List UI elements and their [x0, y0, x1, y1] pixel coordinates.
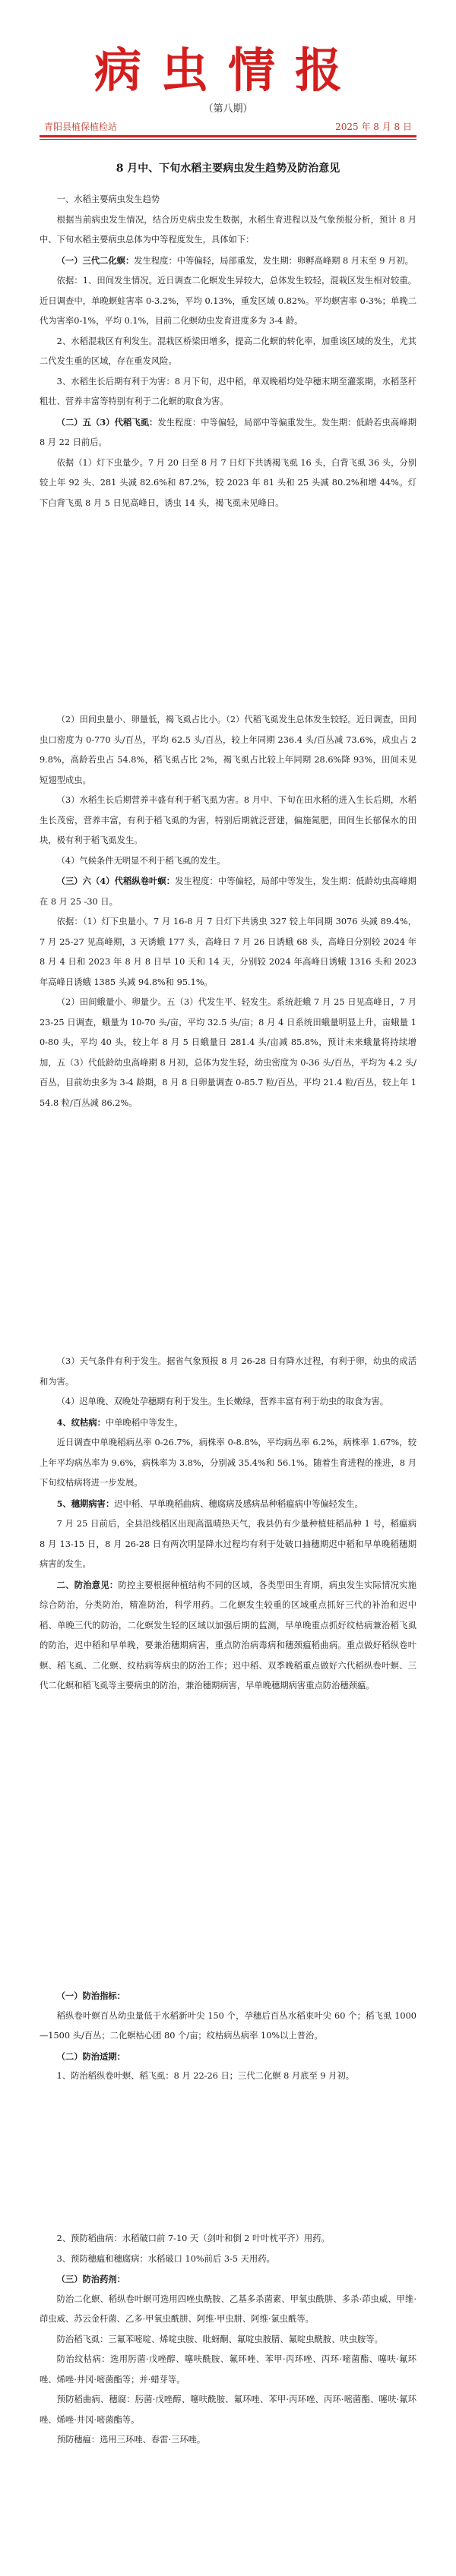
section-1	[40, 190, 416, 513]
item-6-text: 防控主要根据种植结构不同的区域，各类型田生育期，病虫发生实际情况实施综合防治，分类防治，精准防治，科学用药。二化螟发生较重的区域重点抓好三代的补治和迟中稻、单晚三代的防治，二化螟发生轻的区域以加强后期的监测，早单晚重点抓好纹枯病兼治稻飞虱的防治，迟中稻和早单晚，要兼治穗期病害，重点防治病毒病和穗颈瘟稻曲病。重点做好稻纵卷叶螟、稻飞虱、二化螟、纹枯病等病虫的防治工作；迟中稻、双季晚稻重点做好六代稻纵卷叶螟、三代二化螟和稻飞虱等主要病虫的防治，兼治穗期病害，早单晚穗期病害重点防治穗颈瘟。	[40, 1580, 416, 1690]
item-1-head: （一）三代二化螟：	[56, 254, 135, 266]
header-rule-thick	[40, 135, 416, 137]
item-3-p4: （4）迟单晚、双晚处孕穗期有利于发生。生长嫩绿，营养丰富有利于幼虫的取食为害。	[56, 1397, 389, 1406]
item-5-head: 5、穗期病害：	[56, 1498, 115, 1509]
item-3-text: 发生程度：中等偏轻，局部中等发生，发生期：低龄幼虫高峰期在 8 月 25 -30 日。	[40, 876, 416, 907]
item-3-p2: （2）田间蛾量小、卵量少。五（3）代发生平、轻发生。系统赶蛾 7 月 25 日见高峰日，7 月 23-25 日调查，蛾量为 10-70 头/亩，平均 32.5 头/亩；8 月 4 日系统田蛾量明显上升，亩蛾量 10-80 头，平均 40 头，较上年 8 月 5 日蛾量日 281.4 头/亩减 85.8%，预计未来蛾量将持续增加，五（3）代低龄幼虫高峰期 8 月初，总体为发生轻，幼虫密度为 0-36 头/百丛，平均为 4.2 头/百丛，目前幼虫多为 3-4 龄期，8 月 8 日卵量调查 0-85.7 粒/百丛，平均 21.4 粒/百丛，较上年 154.8 粒/百丛减 86.2%。	[40, 997, 416, 1108]
item-2-p4: （4）气候条件无明显不利于稻飞虱的发生。	[56, 855, 226, 866]
control-timing-heading: （二）防治适期：	[56, 2050, 125, 2062]
item-2-text: 发生程度：中等偏轻，局部中等偏重发生。发生期：低龄若虫高峰期 8 月 22 日前后。	[40, 417, 416, 447]
item-1-p3: 3、水稻生长后期有利于为害：8 月下旬，迟中稻，单双晚稻均处孕穗末期至灌浆期，水稻茎秆粗壮、营养丰富等特别有利于二化螟的取食为害。	[40, 376, 416, 406]
item-6-head: 二、防治意见：	[56, 1579, 119, 1590]
control-timing-2: 2、预防稻曲病：水稻破口前 7-10 天（剑叶和倒 2 叶叶枕平齐）用药。	[56, 2233, 330, 2243]
item-1-p2: 2、水稻混栽区有利发生。混栽区桥梁田增多，提高二化螟的转化率，加重该区域的发生，尤其二代发生重的区域，存在重发风险。	[40, 336, 416, 366]
issue-date: 2025 年 8 月 8 日	[335, 122, 412, 132]
section-1-cont-2	[40, 1352, 416, 1697]
pesticide-sheath-blight: 防治纹枯病：选用肟菌·戊唑醇、噻呋酰胺、氟环唑、苯甲·丙环唑、丙环·嘧菌酯、噻呋·氟环唑、烯唑·井冈·嘧菌酯等；并·蜡芽等。	[40, 2354, 416, 2385]
pesticide-blast: 预防穗瘟：选用三环唑、春雷·三环唑。	[56, 2435, 206, 2445]
section-1-cont	[40, 710, 416, 1113]
item-6	[40, 1575, 416, 1697]
control-timing-1: 1、防治稻纵卷叶螟、稻飞虱：8 月 22-26 日；三代二化螟 8 月底至 9 月初。	[56, 2071, 355, 2081]
section-1-intro: 根据当前病虫发生情况，结合历史病虫发生数据，水稻生育进程以及气象预报分析，预计 8 月中、下旬水稻主要病虫总体为中等程度发生，具体如下：	[40, 214, 416, 245]
item-2-p2: （2）田间虫量小、卵量低，褐飞虱占比小。（2）代稻飞虱发生总体发生较轻。近日调查，田间虫口密度为 0-770 头/百丛，平均 62.5 头/百丛，较上年同期 236.4 头/百丛减 73.6%，成虫占 29.8%，高龄若虫占 54.8%，稻飞虱占比 2%，褐飞虱占比较上年同期 28.6%降 93%，田间未见短翅型成虫。	[40, 715, 416, 785]
document-title: 8 月中、下旬水稻主要病虫发生趋势及防治意见	[116, 163, 340, 175]
item-4-basis: 近日调查中单晚稻病丛率 0-26.7%，病株率 0-8.8%，平均病丛率 6.2%，病株率 1.67%，较上年平均病丛率为 9.6%，病株率为 3.8%，分别减 35.4%和 56.1%。随着生育进程的推进，8 月下旬纹枯病将进一步发展。	[40, 1438, 416, 1488]
masthead-title: 病虫情报	[93, 43, 362, 98]
pesticide-heading: （三）防治药剂：	[56, 2274, 125, 2284]
header-rule-thin	[40, 139, 416, 140]
item-1-basis: 依据：1、田间发生情况。近日调查二化螟发生异较大，总体发生较轻，混栽区发生相对较重。近日调查中，单晚螟蛀害率 0-3.2%，平均 0.13%，重发区域 0.82%。平均螟害率 0-3%；单晚二代为害率0-1%，平均 0.1%，目前二化螟幼虫发育进度多为 3-4 龄。	[40, 276, 416, 326]
pesticide-borer: 防治二化螟、稻纵卷叶螟可选用四唑虫酰胺、乙基多杀菌素、甲氧虫酰肼、多杀·茚虫威、甲维·茚虫威、苏云金杆菌、乙多·甲氧虫酰肼、阿维·甲虫肼、阿维·氯虫酰等。	[40, 2293, 416, 2324]
item-5	[40, 1494, 416, 1515]
item-2	[40, 412, 416, 453]
item-2-basis: 依据（1）灯下虫量少。7 月 20 日至 8 月 7 日灯下共诱褐飞虱 16 头，白背飞虱 36 头，分别较上年 92 头、281 头减 82.6%和 87.2%，较 2023 年 81 头和 25 头减 80.2%和增 44%。灯下白背飞虱 8 月 5 日见高峰日，诱虫 14 头，褐飞虱未见峰日。	[40, 457, 416, 508]
item-3-p3: （3）天气条件有利于发生。据省气象预报 8 月 26-28 日有降水过程，有利于卵，幼虫的成活和为害。	[40, 1356, 416, 1387]
item-5-text: 迟中稻、早单晚稻曲病、穗腐病及感病品种稻瘟病中等偏轻发生。	[114, 1498, 363, 1509]
issuer: 青阳县植保植检站	[44, 122, 118, 132]
pesticide-planthopper: 防治稻飞虱：三氟苯嘧啶、烯啶虫胺、吡蚜酮、氟啶虫胺腈、氟啶虫酰胺、呋虫胺等。	[56, 2334, 383, 2344]
pesticide-false-smut: 预防稻曲病、穗腐：肟菌·戊唑醇、噻呋酰胺、氟环唑、苯甲·丙环唑、丙环·嘧菌酯、噻呋·氟环唑、烯唑·井冈·嘧菌酯等。	[40, 2394, 416, 2425]
item-2-head: （二）五（3）代稻飞虱：	[56, 416, 158, 428]
item-1-text: 发生程度：中等偏轻，局部重发，发生期：卵孵高峰期 8 月末至 9 月初。	[134, 255, 413, 266]
item-1	[40, 251, 416, 272]
item-3	[40, 871, 416, 912]
item-4-text: 中单晚稻中等发生。	[105, 1417, 183, 1428]
item-4-head: 4、纹枯病：	[56, 1416, 106, 1428]
item-3-basis: 依据：（1）灯下虫量小。7 月 16-8 月 7 日灯下共诱虫 327 较上年同期 3076 头减 89.4%，7 月 25-27 见高峰期，3 天诱蛾 177 头，高峰日 7 月 26 日诱蛾 68 头，高峰日分别较 2024 年 8 月 4 日和 2023 年 8 月 8 日早 10 天和 14 天，分别较 2024 年高峰日诱蛾 1316 头和 2023 年高峰日诱蛾 1385 头减 94.8%和 95.1%。	[40, 917, 416, 987]
section-2-cont	[40, 2229, 416, 2451]
control-timing-3: 3、预防穗瘟和穗腐病：水稻破口 10%前后 3-5 天用药。	[56, 2253, 275, 2264]
item-2-p3: （3）水稻生长后期营养丰盛有利于稻飞虱为害。8 月中、下旬在田水稻的进入生长后期，水稻生长茂密，营养丰富，有利于稻飞虱的为害，特别后期就泛营建，偏施氮肥，田间生长郁保水的田块，极有利于稻飞虱发生。	[40, 795, 416, 845]
control-index-heading: （一）防治指标：	[56, 1990, 125, 2001]
item-5-basis: 7 月 25 日前后，全县沿线稻区出现高温晴热天气，我县仍有少量种植蛀稻品种 1 号，稻瘟病 8 月 13-15 日，8 月 26-28 日有两次明显降水过程均有利于处破口抽穗期迟中稻和早单晚稻穗期病害的发生。	[40, 1519, 416, 1569]
control-index-text: 稻纵卷叶螟百丛幼虫量低于水稻新叶尖 150 个，孕穗后百丛水稻束叶尖 60 个；稻飞虱 1000—1500 头/百丛；二化螟枯心团 80 个/亩；纹枯病丛病率 10%以上普治。	[40, 2010, 416, 2041]
item-4	[40, 1413, 416, 1434]
section-1-heading: 一、水稻主要病虫发生趋势	[56, 194, 160, 204]
item-3-head: （三）六（4）代稻纵卷叶螟：	[56, 876, 176, 886]
issue-number: （第八期）	[203, 103, 253, 115]
section-2	[40, 1986, 416, 2087]
